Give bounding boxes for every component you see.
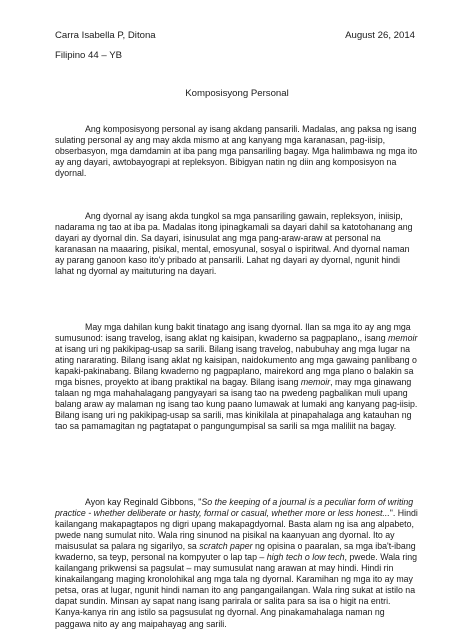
document-date: August 26, 2014: [345, 30, 415, 41]
italic-term-high-tech: high tech o low tech: [266, 552, 345, 563]
paragraph-3-text-a: May mga dahilan kung bakit tinatago ang isang dyornal. Ilan sa mga ito ay ang mga sumusunod: isang travelog, isang aklat ng kaisipan, kwaderno sa pagpaplano,, isang: [55, 322, 411, 344]
italic-term-scratch-paper: scratch paper: [199, 541, 253, 552]
paragraph-3: [55, 322, 419, 432]
italic-term-memoir: memoir: [388, 333, 418, 344]
gibbons-quote: So the keeping of a journal is a peculiar form of writing practice - whether deliberate or hasty, formal or casual, whether more or less honest...: [55, 497, 414, 519]
header-row: [55, 30, 415, 42]
paragraph-4-text-c: ng opisina o paaralan, sa mga iba't-ibang kwaderno, sa teyp, personal na kompyuter o lap tap –: [55, 541, 416, 563]
paragraph-4-text-b: ". Hindi kailangang makapagtapos ng digri upang makapagdyornal. Basta alam ng isa ang alpabeto, pwede nang sumulat nito. Wala ring sinunod na pisikal na kaanyuan ang dyornal. Ito ay maisusulat sa palara ng sigarilyo, sa: [55, 508, 418, 552]
paragraph-2: Ang dyornal ay isang akda tungkol sa mga pansariling gawain, repleksyon, iniisip, nadarama ng tao at iba pa. Madalas itong ipinagkamali sa dayari dahil sa katotohanang ang dayari ay dyornal din. Sa dayari, isinusulat ang mga pang-araw-araw at personal na karanasan na maaaring, pisikal, mental, emosyunal, sosyal o ispiritwal. And dyornal naman ay parang ganoon kaso ito'y pribado at pansarili. Lahat ng dayari ay dyornal, ngunit hindi lahat ng dyornal ay maituturing na dayari.: [55, 211, 413, 277]
paragraph-4: [55, 497, 419, 630]
paragraph-3-text-b: at isang uri ng pakikipag-usap sa sarili. Bilang isang travelog, nabubuhay ang mga lugar na ating nararating. Bilang isang aklat ng kaisipan, naidokumento ang mga gawaing panlibang o kapaki-pakinabang. Bilang kwaderno ng pagpaplano, mairekord ang mga plano o balakin sa mga bisnes, proyekto at ibang praktikal na bagay. Bilang isang: [55, 344, 417, 388]
author-name: Carra Isabella P, Ditona: [55, 30, 156, 41]
paragraph-4-text-d: , pwede. Wala ring kailangang prikwensi sa pagsulat – may sumusulat nang arawan at may hindi. Hindi rin kinakailangang maging kronolohikal ang mga tala ng dyornal. Karamihan ng mga ito ay may petsa, oras at lugar, ngunit hindi naman ito ang pangangailangan. Wala ring sukat at istilo na dapat sundin. Minsan ay sapat nang isang parirala or salita para sa isa o higit na entri. Kanya-kanya rin ang istilo sa pagsusulat ng dyornal. Ang pinakamahalaga naman ng paggawa nito ay ang maipahayag ang sarili.: [55, 552, 418, 629]
paragraph-3-text-c: , may mga ginawang talaan ng mga mahahalagang pangyayari sa isang tao na pwedeng pagbalikan muli upang balang araw ay malaman ng isang tao kung paano lumawak at lumaki ang kanyang pag-iisip. Bilang isang uri ng pakikipag-usap sa sarili, mas kinikilala at pinapahalaga ang katauhan ng tao sa pamamagitan ng pagtatapat o pangungumpisal sa sarili sa mga maliliit na bagay.: [55, 377, 418, 432]
document-title: Komposisyong Personal: [185, 88, 289, 99]
document-header: [55, 30, 415, 62]
paragraph-1: Ang komposisyong personal ay isang akdang pansarili. Madalas, ang paksa ng isang sulating personal ay ang may akda mismo at ang kanyang mga karanasan, pag-iisip, obserbasyon, mga damdamin at iba pang mga pansariling bagay. Mga halimbawa ng mga ito ay ang dayari, awtobayograpi at repleksyon. Bibigyan natin ng diin ang komposisyon na dyornal.: [55, 124, 418, 179]
italic-term-memoir-2: memoir: [300, 377, 331, 388]
paragraph-4-text-a: Ayon kay Reginald Gibbons, ": [85, 497, 202, 507]
course-section: Filipino 44 – YB: [55, 50, 123, 61]
